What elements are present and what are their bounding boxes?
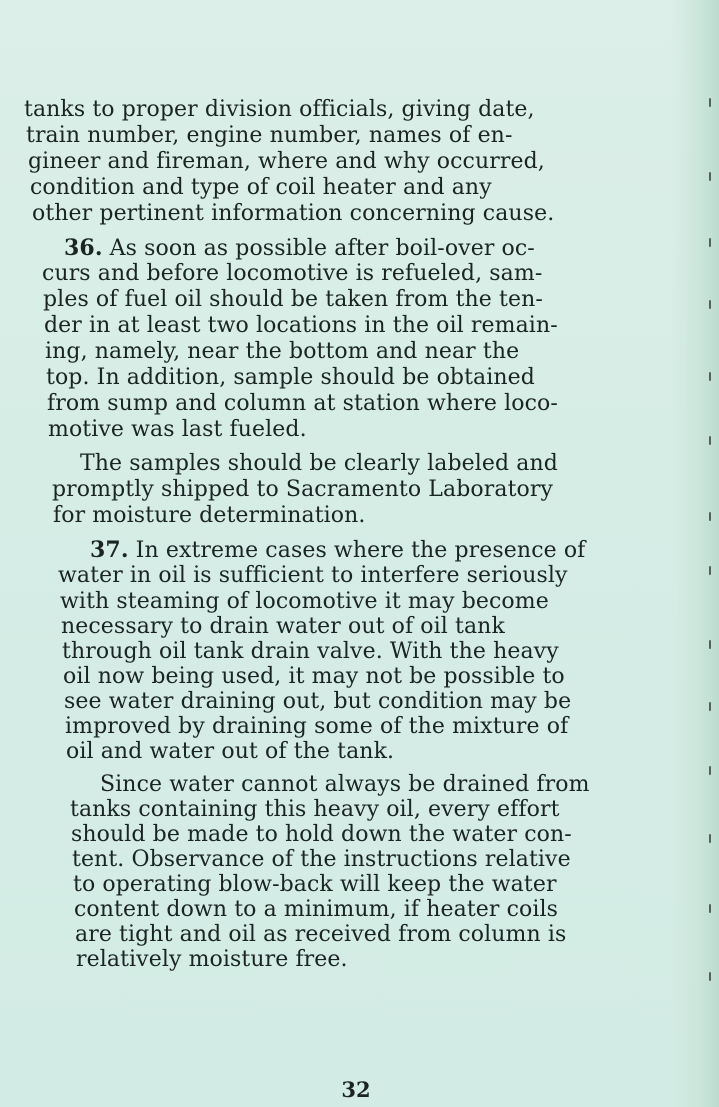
section-number: 37. bbox=[90, 537, 129, 563]
text-line: tent. Observance of the instructions relative bbox=[72, 847, 571, 872]
text-line: are tight and oil as received from column is bbox=[75, 922, 567, 947]
text-line: curs and before locomotive is refueled, sam- bbox=[42, 261, 543, 286]
text-line: water in oil is sufficient to interfere seriously bbox=[58, 563, 568, 588]
text-line: for moisture determination. bbox=[53, 503, 366, 528]
text-line: content down to a minimum, if heater coils bbox=[74, 897, 559, 922]
text-line: train number, engine number, names of en- bbox=[26, 123, 513, 148]
text-line: through oil tank drain valve. With the heavy bbox=[62, 639, 559, 664]
text-line: oil now being used, it may not be possible to bbox=[63, 664, 565, 689]
text-line bbox=[64, 235, 535, 262]
text-line: other pertinent information concerning cause. bbox=[32, 201, 555, 226]
text-line: to operating blow-back will keep the water bbox=[73, 872, 557, 897]
text-line: top. In addition, sample should be obtained bbox=[46, 365, 535, 390]
text-line: tanks containing this heavy oil, every effort bbox=[70, 797, 560, 822]
text-line: relatively moisture free. bbox=[76, 947, 348, 972]
text-line: promptly shipped to Sacramento Laboratory bbox=[52, 477, 554, 502]
text-line: with steaming of locomotive it may become bbox=[60, 589, 549, 614]
text-line: oil and water out of the tank. bbox=[66, 739, 395, 764]
text-span: As soon as possible after boil-over oc- bbox=[102, 236, 535, 261]
text-line: from sump and column at station where loco- bbox=[47, 391, 558, 416]
text-line: ing, namely, near the bottom and near the bbox=[45, 339, 520, 364]
section-number: 36. bbox=[64, 235, 103, 261]
text-line: Since water cannot always be drained from bbox=[100, 772, 590, 797]
text-line: necessary to drain water out of oil tank bbox=[61, 614, 505, 639]
text-line: motive was last fueled. bbox=[48, 417, 307, 442]
text-line: ples of fuel oil should be taken from the ten- bbox=[43, 287, 543, 312]
text-line bbox=[90, 537, 585, 564]
text-line: should be made to hold down the water con- bbox=[71, 822, 572, 847]
text-line: gineer and fireman, where and why occurred, bbox=[28, 149, 545, 174]
text-line: improved by draining some of the mixture of bbox=[65, 714, 569, 739]
text-line: The samples should be clearly labeled and bbox=[80, 451, 558, 476]
text-line: tanks to proper division officials, giving date, bbox=[24, 97, 535, 122]
text-line: der in at least two locations in the oil remain- bbox=[44, 313, 558, 338]
text-line: condition and type of coil heater and any bbox=[30, 175, 492, 200]
page-number: 32 bbox=[341, 1077, 371, 1102]
text-span: In extreme cases where the presence of bbox=[128, 538, 586, 563]
text-line: see water draining out, but condition may be bbox=[64, 689, 572, 714]
